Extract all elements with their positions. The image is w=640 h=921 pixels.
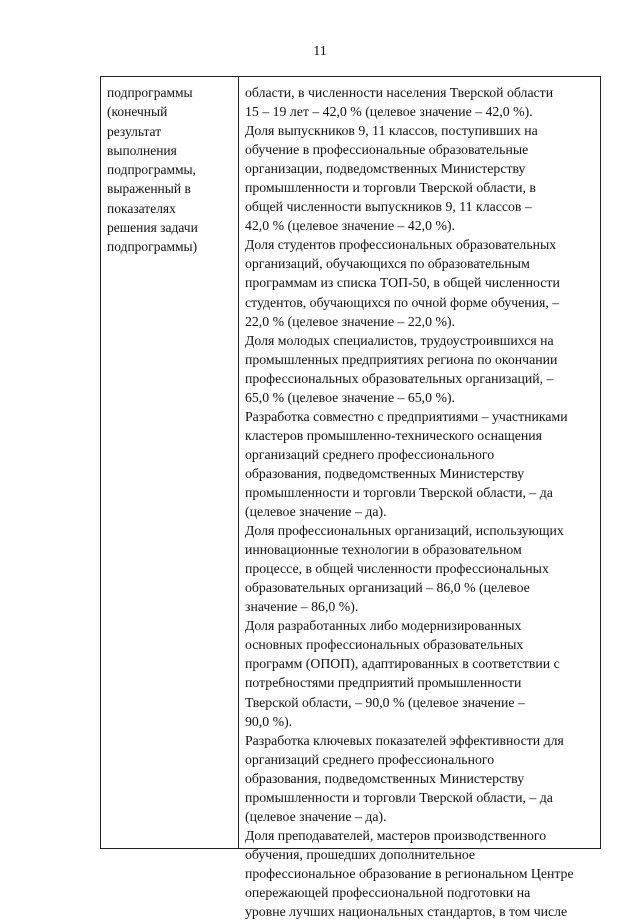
left-column-line: подпрограммы bbox=[107, 85, 193, 100]
right-column-line: профессиональное образование в региональном Центре bbox=[245, 865, 574, 881]
right-column-line: общей численности выпускников 9, 11 классов – bbox=[245, 199, 532, 215]
right-column-line: программ (ОПОП), адаптированных в соответствии с bbox=[245, 656, 560, 672]
right-column-line: Тверской области, – 90,0 % (целевое значение – bbox=[245, 694, 525, 710]
right-column-line: организаций среднего профессионального bbox=[245, 751, 495, 767]
right-column-line: 42,0 % (целевое значение – 42,0 %). bbox=[245, 218, 455, 234]
document-table bbox=[100, 76, 601, 920]
right-column-line: организации, подведомственных Министерству bbox=[245, 161, 526, 177]
right-column-line: Доля преподавателей, мастеров производственного bbox=[245, 827, 547, 843]
right-column-line: обучение в профессиональные образовательные bbox=[245, 142, 529, 158]
right-column-line: потребностями предприятий промышленности bbox=[245, 675, 522, 691]
right-column-line: (целевое значение – да). bbox=[245, 504, 387, 520]
right-column-line: образовательных организаций – 86,0 % (целевое bbox=[245, 580, 530, 596]
right-column-line: 22,0 % (целевое значение – 22,0 %). bbox=[245, 313, 455, 329]
right-column-line: Доля профессиональных организаций, использующих bbox=[245, 523, 564, 539]
right-column-line: программам из списка ТОП-50, в общей численности bbox=[245, 275, 560, 291]
right-column-line: промышленных предприятиях региона по окончании bbox=[245, 351, 558, 367]
right-column-line: 65,0 % (целевое значение – 65,0 %). bbox=[245, 389, 455, 405]
right-column-line: Доля студентов профессиональных образовательных bbox=[245, 237, 557, 253]
right-column-content bbox=[239, 77, 600, 920]
right-column-line: промышленности и торговли Тверской области, – да bbox=[245, 789, 553, 805]
right-column-line: (целевое значение – да). bbox=[245, 808, 387, 824]
right-column-line: промышленности и торговли Тверской области, – да bbox=[245, 484, 553, 500]
left-column-label bbox=[101, 77, 239, 848]
right-column-line: инновационные технологии в образовательном bbox=[245, 542, 522, 558]
right-column-line: образования, подведомственных Министерству bbox=[245, 770, 525, 786]
left-column-line: (конечный bbox=[107, 104, 168, 120]
page-number: 11 bbox=[313, 44, 327, 59]
right-column-line: процессе, в общей численности профессиональных bbox=[245, 561, 549, 577]
right-column-line: области, в численности населения Тверской области bbox=[245, 85, 554, 100]
right-column-line: 15 – 19 лет – 42,0 % (целевое значение – 42,0 %). bbox=[245, 104, 533, 120]
left-column-line: выраженный в bbox=[107, 181, 191, 197]
left-column-line: решения задачи bbox=[107, 220, 198, 236]
right-column-line: Разработка ключевых показателей эффективности для bbox=[245, 732, 564, 748]
right-column-line: уровне лучших национальных стандартов, в том числе bbox=[245, 904, 568, 920]
right-column-line: Доля выпускников 9, 11 классов, поступивших на bbox=[245, 123, 538, 139]
right-column-line: организаций среднего профессионального bbox=[245, 446, 495, 462]
right-column-line: 90,0 %). bbox=[245, 713, 293, 729]
left-column-line: выполнения bbox=[107, 142, 177, 158]
left-column-line: подпрограммы) bbox=[107, 239, 198, 255]
right-column-line: основных профессиональных образовательных bbox=[245, 637, 524, 653]
left-column-line: показателях bbox=[107, 200, 176, 216]
right-column-line: обучения, прошедших дополнительное bbox=[245, 846, 476, 862]
right-column-line: Доля разработанных либо модернизированных bbox=[245, 618, 522, 634]
right-column-line: промышленности и торговли Тверской области, в bbox=[245, 180, 536, 196]
right-column-line: Разработка совместно с предприятиями – участниками bbox=[245, 408, 568, 424]
right-column-line: студентов, обучающихся по очной форме обучения, – bbox=[245, 294, 560, 310]
right-column-line: опережающей профессиональной подготовки на bbox=[245, 884, 531, 900]
right-column-line: организаций, обучающихся по образовательным bbox=[245, 256, 530, 272]
left-column-line: подпрограммы, bbox=[107, 162, 196, 178]
right-column-line: значение – 86,0 %). bbox=[245, 599, 359, 615]
right-column-line: кластеров промышленно-технического оснащения bbox=[245, 427, 543, 443]
right-column-line: образования, подведомственных Министерству bbox=[245, 465, 525, 481]
left-column-line: результат bbox=[107, 123, 162, 139]
right-column-line: профессиональных образовательных организаций, – bbox=[245, 370, 554, 386]
right-column-line: Доля молодых специалистов, трудоустроившихся на bbox=[245, 332, 554, 348]
